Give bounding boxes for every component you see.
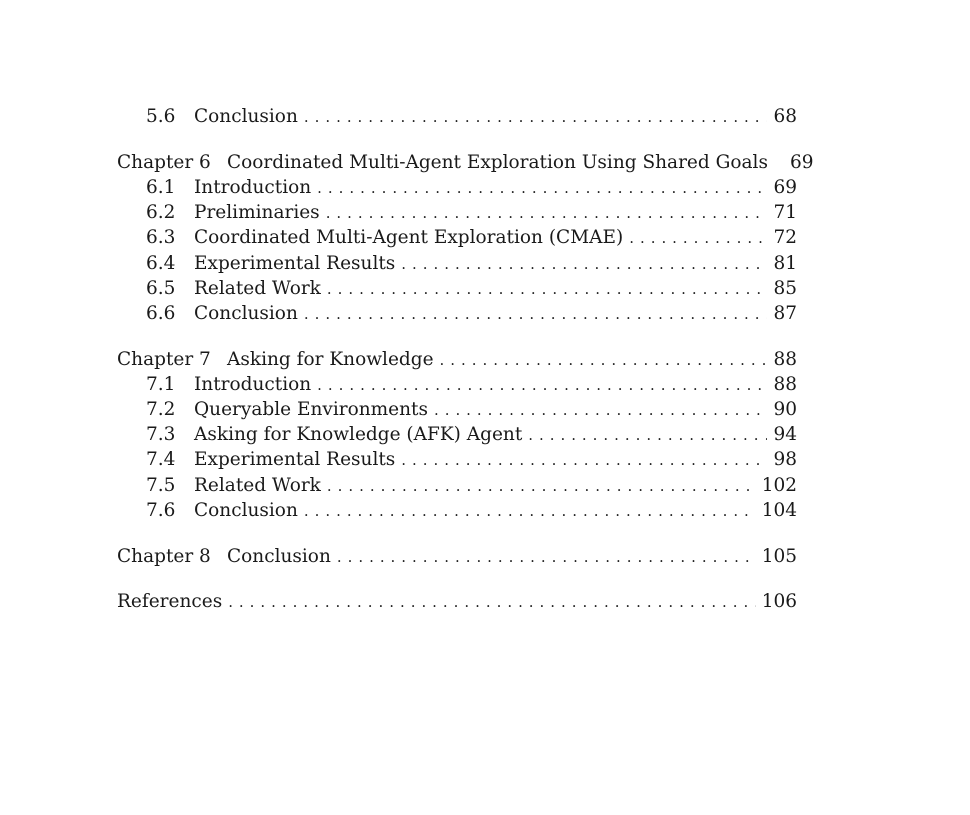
section-number: 7.4 (146, 449, 176, 471)
section-title: Coordinated Multi-Agent Exploration (CMAE) (194, 227, 624, 249)
section-number: 6.5 (146, 277, 176, 299)
toc-entry-6-5[interactable] (117, 276, 797, 301)
section-title: Asking for Knowledge (AFK) Agent (194, 424, 523, 446)
section-title: Conclusion (194, 106, 298, 127)
page-number: 105 (761, 545, 797, 567)
section-title: Related Work (194, 474, 321, 496)
section-number: 7.3 (146, 424, 176, 446)
toc-references[interactable] (117, 589, 797, 614)
table-of-contents (117, 104, 814, 615)
toc-entry-7-2[interactable] (117, 397, 797, 422)
page-number: 87 (773, 302, 797, 324)
section-title: Conclusion (194, 499, 298, 521)
dot-leader (401, 448, 767, 473)
page-number: 102 (761, 474, 797, 496)
toc-entry-6-3[interactable] (117, 225, 797, 250)
page-number: 68 (773, 106, 797, 127)
toc-entry-5-6[interactable] (117, 104, 797, 129)
page-number: 88 (773, 373, 797, 395)
dot-leader (317, 373, 767, 398)
section-number: 7.6 (146, 499, 176, 521)
dot-leader (528, 423, 767, 448)
chapter-title: Asking for Knowledge (227, 348, 434, 370)
page-number: 69 (789, 151, 814, 173)
page-number: 98 (773, 449, 797, 471)
section-number: 6.2 (146, 202, 176, 224)
toc-entry-7-3[interactable] (117, 422, 797, 447)
chapter-title: Conclusion (227, 545, 331, 567)
page-number: 88 (773, 348, 797, 370)
section-number: 7.5 (146, 474, 176, 496)
page-number: 69 (773, 176, 797, 198)
chapter-title: Coordinated Multi-Agent Exploration Using Shared Goals (227, 151, 768, 173)
dot-leader (337, 545, 756, 570)
dot-leader (304, 302, 768, 327)
dot-leader (629, 226, 767, 251)
section-title: Experimental Results (194, 449, 396, 471)
section-number: 6.3 (146, 227, 176, 249)
page-number: 71 (773, 202, 797, 224)
dot-leader (304, 105, 768, 130)
dot-leader (228, 590, 756, 615)
toc-entry-6-6[interactable] (117, 301, 797, 326)
toc-entry-7-6[interactable] (117, 498, 797, 523)
toc-entry-6-2[interactable] (117, 200, 797, 225)
toc-chapter-8[interactable] (117, 544, 797, 569)
dot-leader (327, 474, 756, 499)
page-number: 90 (773, 399, 797, 421)
references-title: References (117, 591, 223, 613)
chapter-label: Chapter 6 (117, 151, 211, 173)
dot-leader (327, 277, 768, 302)
page-number: 72 (773, 227, 797, 249)
dot-leader (304, 499, 756, 524)
toc-entry-6-1[interactable] (117, 175, 797, 200)
section-number: 6.6 (146, 302, 176, 324)
section-number: 6.4 (146, 252, 176, 274)
section-title: Introduction (194, 373, 312, 395)
chapter-label: Chapter 7 (117, 348, 211, 370)
toc-chapter-6[interactable] (117, 150, 814, 175)
section-number: 6.1 (146, 176, 176, 198)
toc-entry-7-1[interactable] (117, 372, 797, 397)
page-number: 106 (761, 591, 797, 613)
section-number: 7.2 (146, 399, 176, 421)
page-number: 85 (773, 277, 797, 299)
section-number: 7.1 (146, 373, 176, 395)
section-title: Preliminaries (194, 202, 320, 224)
toc-chapter-7[interactable] (117, 347, 797, 372)
toc-entry-7-4[interactable] (117, 447, 797, 472)
section-title: Queryable Environments (194, 399, 428, 421)
dot-leader (401, 252, 767, 277)
dot-leader (440, 348, 768, 373)
dot-leader (317, 176, 767, 201)
page-number: 94 (773, 424, 797, 446)
page-number: 104 (761, 499, 797, 521)
section-title: Related Work (194, 277, 321, 299)
section-number: 5.6 (146, 106, 176, 127)
section-title: Introduction (194, 176, 312, 198)
toc-entry-6-4[interactable] (117, 251, 797, 276)
page-number: 81 (773, 252, 797, 274)
section-title: Experimental Results (194, 252, 396, 274)
dot-leader (434, 398, 767, 423)
chapter-label: Chapter 8 (117, 545, 211, 567)
section-title: Conclusion (194, 302, 298, 324)
toc-entry-7-5[interactable] (117, 473, 797, 498)
dot-leader (326, 201, 768, 226)
